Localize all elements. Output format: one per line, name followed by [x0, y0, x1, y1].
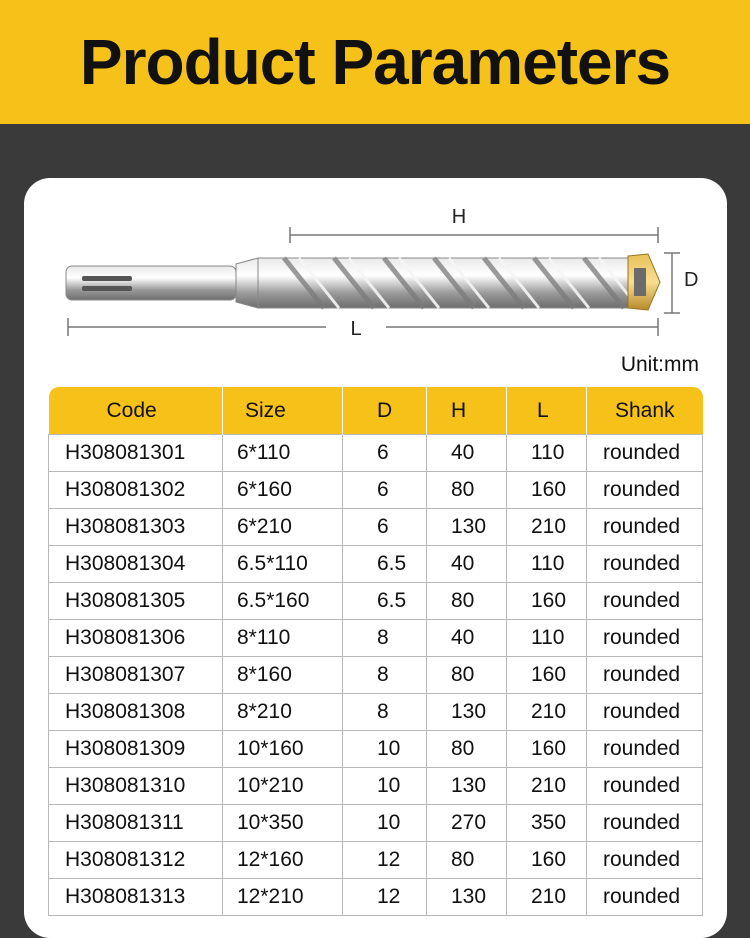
table-row: [49, 583, 703, 620]
cell-d: 8: [343, 620, 427, 657]
cell-size: 10*160: [223, 731, 343, 768]
cell-d: 6: [343, 435, 427, 472]
label-l: L: [350, 318, 362, 340]
cell-h: 130: [427, 509, 507, 546]
dimension-h: [290, 204, 658, 243]
unit-label: Unit:mm: [620, 353, 699, 376]
cell-l: 160: [507, 842, 587, 879]
cell-size: 10*210: [223, 768, 343, 805]
cell-code: H308081309: [49, 731, 223, 768]
parameters-table: [48, 387, 703, 916]
cell-shank: rounded: [587, 620, 703, 657]
cell-d: 10: [343, 731, 427, 768]
cell-shank: rounded: [587, 657, 703, 694]
cell-l: 160: [507, 657, 587, 694]
label-d: D: [684, 269, 699, 291]
cell-h: 40: [427, 435, 507, 472]
table-row: [49, 435, 703, 472]
cell-shank: rounded: [587, 731, 703, 768]
cell-code: H308081311: [49, 805, 223, 842]
cell-l: 210: [507, 694, 587, 731]
dimension-l: [68, 318, 658, 340]
cell-d: 8: [343, 694, 427, 731]
cell-l: 160: [507, 472, 587, 509]
cell-d: 12: [343, 879, 427, 916]
cell-d: 10: [343, 768, 427, 805]
cell-l: 210: [507, 879, 587, 916]
table-row: [49, 842, 703, 879]
label-h: H: [451, 206, 467, 228]
cell-code: H308081308: [49, 694, 223, 731]
cell-shank: rounded: [587, 435, 703, 472]
cell-size: 6*110: [223, 435, 343, 472]
drill-bit: [66, 254, 660, 310]
cell-size: 12*210: [223, 879, 343, 916]
cell-h: 80: [427, 472, 507, 509]
cell-l: 350: [507, 805, 587, 842]
cell-shank: rounded: [587, 509, 703, 546]
cell-l: 210: [507, 768, 587, 805]
cell-shank: rounded: [587, 768, 703, 805]
cell-l: 210: [507, 509, 587, 546]
cell-shank: rounded: [587, 805, 703, 842]
header-banner: [0, 0, 750, 124]
cell-code: H308081305: [49, 583, 223, 620]
cell-code: H308081303: [49, 509, 223, 546]
cell-d: 6.5: [343, 583, 427, 620]
cell-h: 270: [427, 805, 507, 842]
table-row: [49, 472, 703, 509]
cell-code: H308081312: [49, 842, 223, 879]
cell-l: 160: [507, 583, 587, 620]
cell-size: 10*350: [223, 805, 343, 842]
cell-h: 40: [427, 546, 507, 583]
header-shank: Shank: [587, 387, 703, 435]
cell-h: 80: [427, 842, 507, 879]
cell-shank: rounded: [587, 879, 703, 916]
cell-d: 6.5: [343, 546, 427, 583]
cell-size: 8*110: [223, 620, 343, 657]
cell-shank: rounded: [587, 583, 703, 620]
cell-code: H308081301: [49, 435, 223, 472]
cell-shank: rounded: [587, 546, 703, 583]
header-d: D: [343, 387, 427, 435]
page-title: Product Parameters: [79, 26, 671, 98]
cell-size: 8*210: [223, 694, 343, 731]
cell-code: H308081313: [49, 879, 223, 916]
drill-bit-diagram: [24, 178, 727, 378]
table-row: [49, 805, 703, 842]
cell-d: 6: [343, 509, 427, 546]
header-size: Size: [223, 387, 343, 435]
cell-code: H308081304: [49, 546, 223, 583]
cell-d: 6: [343, 472, 427, 509]
cell-size: 6.5*160: [223, 583, 343, 620]
table-row: [49, 879, 703, 916]
cell-shank: rounded: [587, 472, 703, 509]
table-header-row: [49, 387, 703, 435]
cell-size: 6.5*110: [223, 546, 343, 583]
cell-h: 130: [427, 768, 507, 805]
cell-d: 12: [343, 842, 427, 879]
header-code: Code: [49, 387, 223, 435]
cell-h: 130: [427, 694, 507, 731]
cell-h: 80: [427, 657, 507, 694]
cell-l: 110: [507, 546, 587, 583]
header-h: H: [427, 387, 507, 435]
cell-l: 110: [507, 435, 587, 472]
cell-shank: rounded: [587, 694, 703, 731]
cell-l: 160: [507, 731, 587, 768]
cell-l: 110: [507, 620, 587, 657]
parameters-card: [24, 178, 727, 938]
table-row: [49, 694, 703, 731]
cell-code: H308081306: [49, 620, 223, 657]
cell-h: 130: [427, 879, 507, 916]
table-row: [49, 657, 703, 694]
table-row: [49, 546, 703, 583]
dimension-d: [664, 253, 698, 313]
table-row: [49, 509, 703, 546]
cell-size: 6*160: [223, 472, 343, 509]
cell-d: 8: [343, 657, 427, 694]
cell-d: 10: [343, 805, 427, 842]
cell-size: 12*160: [223, 842, 343, 879]
cell-code: H308081310: [49, 768, 223, 805]
cell-size: 6*210: [223, 509, 343, 546]
table-row: [49, 731, 703, 768]
cell-code: H308081307: [49, 657, 223, 694]
cell-h: 80: [427, 583, 507, 620]
cell-h: 80: [427, 731, 507, 768]
cell-code: H308081302: [49, 472, 223, 509]
header-l: L: [507, 387, 587, 435]
table-row: [49, 768, 703, 805]
cell-h: 40: [427, 620, 507, 657]
cell-size: 8*160: [223, 657, 343, 694]
table-row: [49, 620, 703, 657]
cell-shank: rounded: [587, 842, 703, 879]
